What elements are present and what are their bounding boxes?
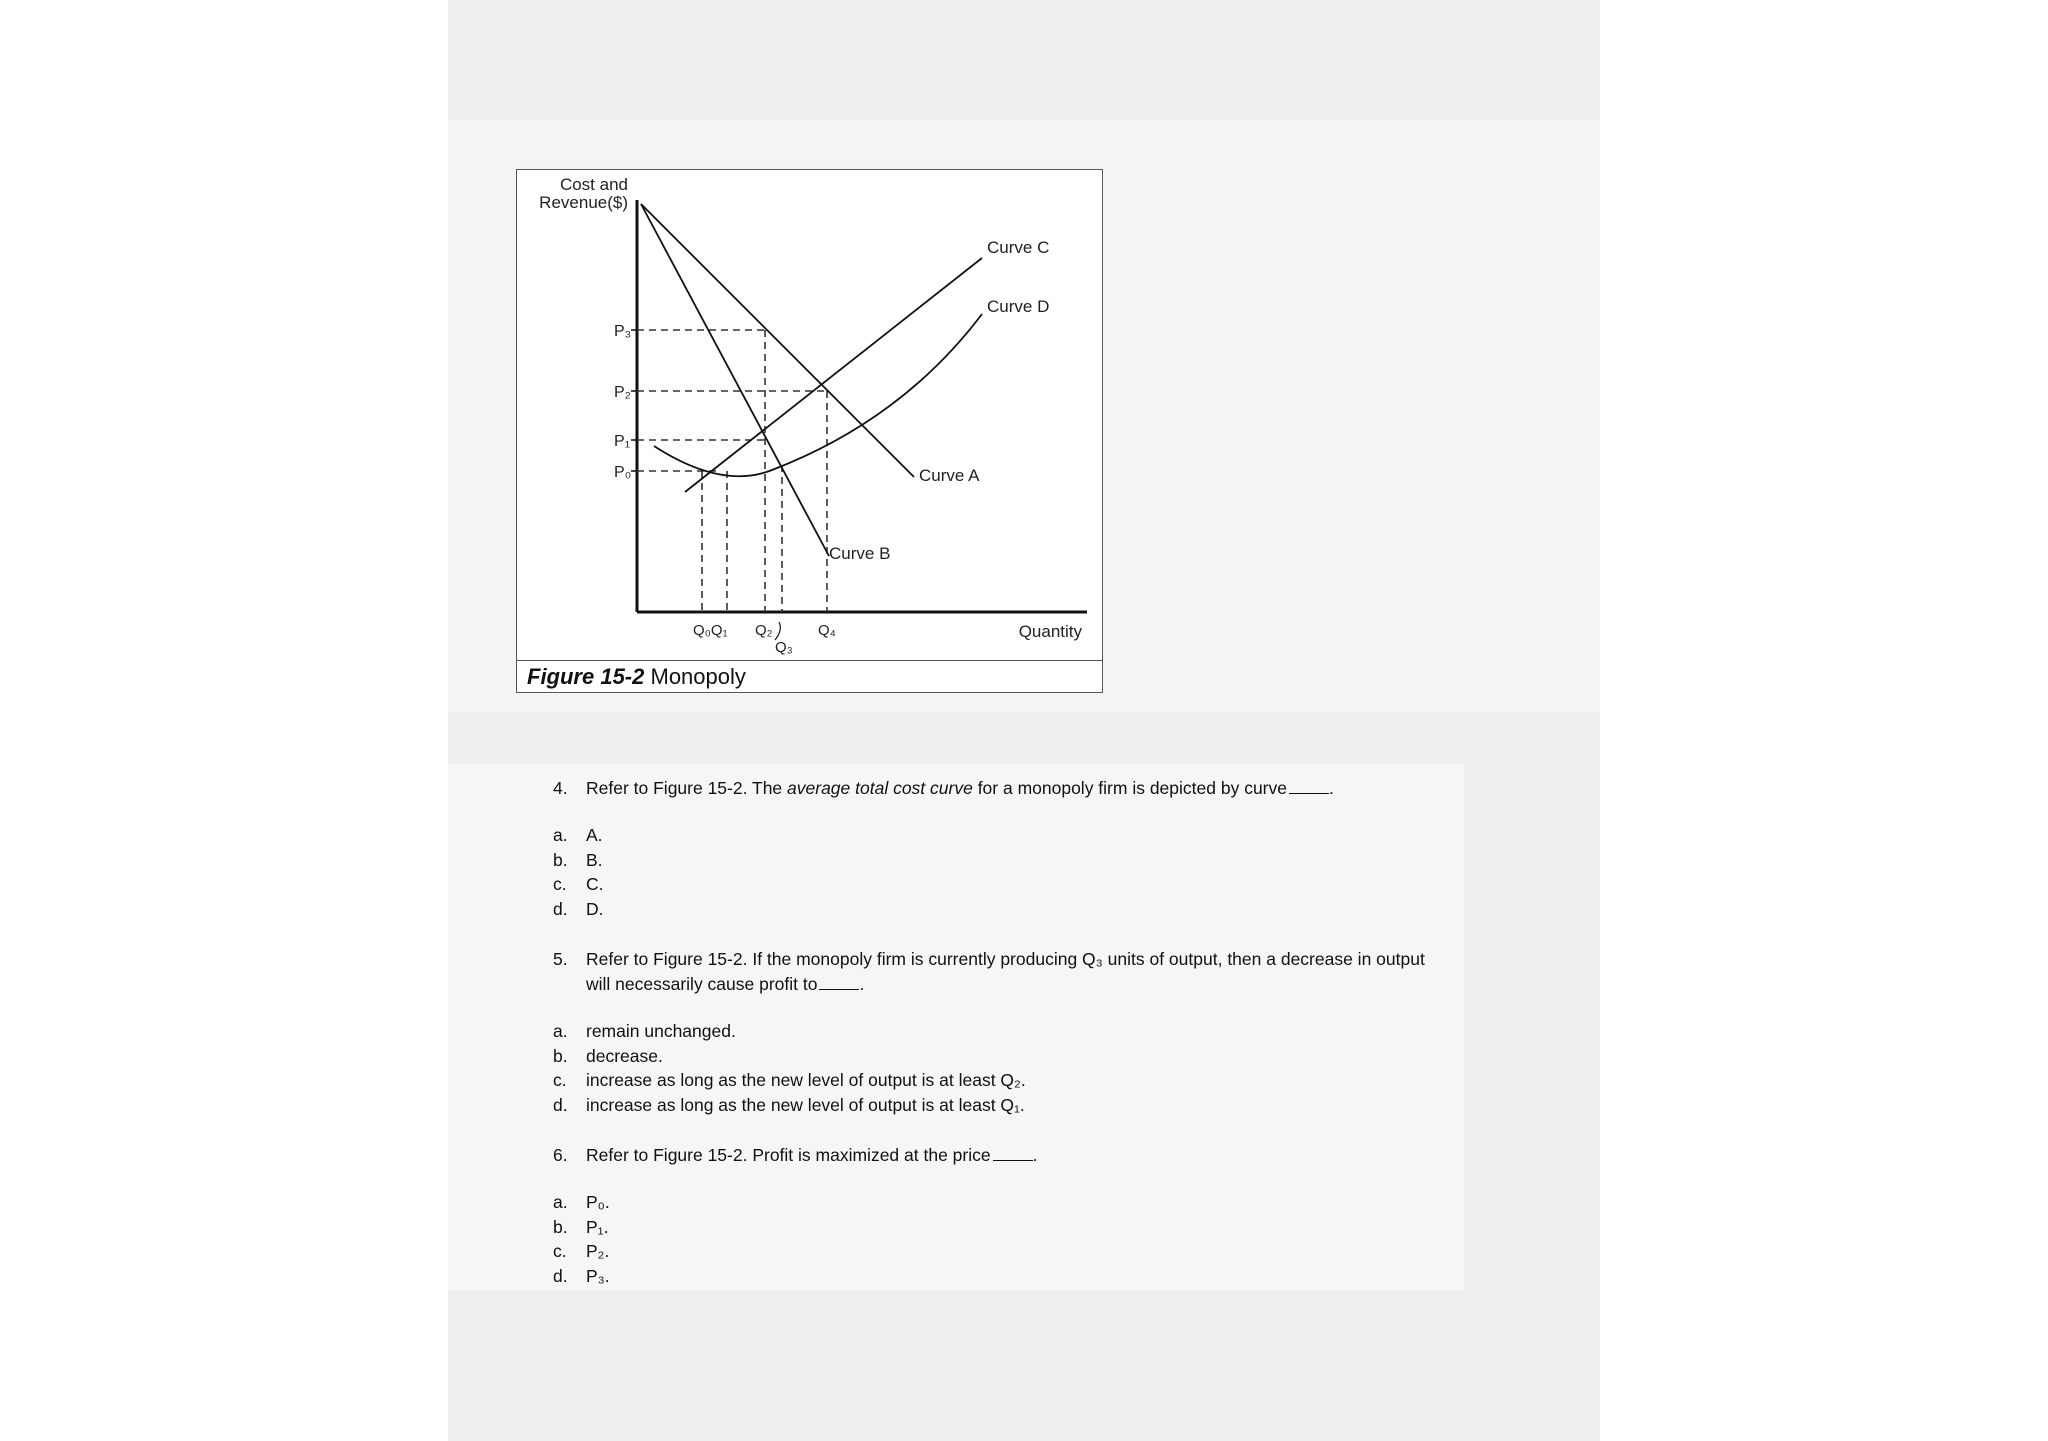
answer-blank [819,975,859,990]
option-text: remain unchanged. [586,1021,736,1041]
option-list [548,823,1448,921]
q0q1-label: Q₀Q₁ [693,622,728,639]
option-text: P₁. [586,1216,609,1237]
option-text: P₂. [586,1241,610,1261]
option-b[interactable] [548,1215,1448,1240]
question-stem [548,776,1448,801]
curve-b-label: Curve B [829,544,891,563]
q2-label: Q₂ [755,622,773,639]
option-list [548,1190,1448,1288]
option-list [548,1019,1448,1117]
curve-d-label: Curve D [987,297,1050,316]
question-text-pre: Refer to Figure 15-2. The [586,778,788,798]
option-a[interactable] [548,1019,1448,1044]
option-text: decrease. [586,1045,663,1066]
question-4 [548,776,1448,921]
p0-label: P₀ [614,464,632,481]
option-b[interactable] [548,848,1448,873]
option-letter: d. [553,1265,568,1286]
option-text: C. [586,874,604,894]
q3-label: Q₃ [775,639,793,656]
option-text: D. [586,898,604,919]
option-text: P₀. [586,1192,610,1212]
question-text-end: . [1329,778,1334,798]
p1-label: P₁ [614,433,631,450]
option-d[interactable] [548,1093,1448,1118]
curve-b-line [641,204,829,556]
option-c[interactable] [548,1239,1448,1264]
question-stem [548,1143,1448,1168]
question-text: Refer to Figure 15-2. Profit is maximized at the price [586,1145,991,1165]
y-axis-label-line2: Revenue($) [539,193,628,212]
option-b[interactable] [548,1044,1448,1069]
question-text-end: . [859,974,865,994]
option-letter: d. [553,1094,568,1115]
option-letter: a. [553,825,568,845]
option-c[interactable] [548,872,1448,897]
q3-bracket [775,622,780,640]
answer-blank [1289,779,1329,794]
answer-blank [993,1146,1033,1161]
q4-label: Q₄ [818,622,836,639]
option-c[interactable] [548,1068,1448,1093]
y-axis-label-line1: Cost and [559,175,628,194]
option-letter: b. [553,1216,568,1237]
question-number: 4. [553,778,568,798]
option-letter: a. [553,1021,568,1041]
question-text-post: for a monopoly firm is depicted by curve [972,778,1287,798]
curve-d-line [654,314,982,476]
curve-a-line [641,204,914,477]
question-5 [548,947,1448,1117]
option-letter: b. [553,1045,568,1066]
p3-label: P₃ [614,323,632,340]
p2-label: P₂ [614,384,631,401]
question-text: Refer to Figure 15-2. If the monopoly firm is currently producing Q₃ units of output, then a decrease in output will necessarily cause profit to [586,949,1425,994]
question-text-emphasis: average total cost curve [787,778,973,798]
question-number: 6. [553,1145,568,1165]
question-text-end: . [1032,1145,1038,1165]
option-a[interactable] [548,1190,1448,1215]
x-axis-label: Quantity [1018,622,1082,641]
question-6 [548,1143,1448,1288]
option-text: B. [586,849,603,870]
figure-box [516,169,1103,693]
option-letter: c. [553,874,567,894]
question-number: 5. [553,949,568,969]
option-letter: d. [553,898,568,919]
figure-caption-title: Monopoly [650,664,746,689]
figure-caption-label: Figure 15-2 [527,664,645,689]
option-text: increase as long as the new level of output is at least Q₂. [586,1070,1026,1090]
option-d[interactable] [548,897,1448,922]
option-text: P₃. [586,1265,610,1286]
option-a[interactable] [548,823,1448,848]
question-list [548,776,1448,1314]
curve-a-label: Curve A [919,466,980,485]
option-letter: b. [553,849,568,870]
curve-c-label: Curve C [987,238,1050,257]
option-letter: c. [553,1070,567,1090]
option-text: A. [586,825,603,845]
figure-caption [517,660,1102,692]
option-letter: a. [553,1192,568,1212]
monopoly-graph [517,170,1104,694]
question-stem [548,947,1448,997]
option-letter: c. [553,1241,567,1261]
option-d[interactable] [548,1264,1448,1289]
option-text: increase as long as the new level of output is at least Q₁. [586,1094,1025,1115]
